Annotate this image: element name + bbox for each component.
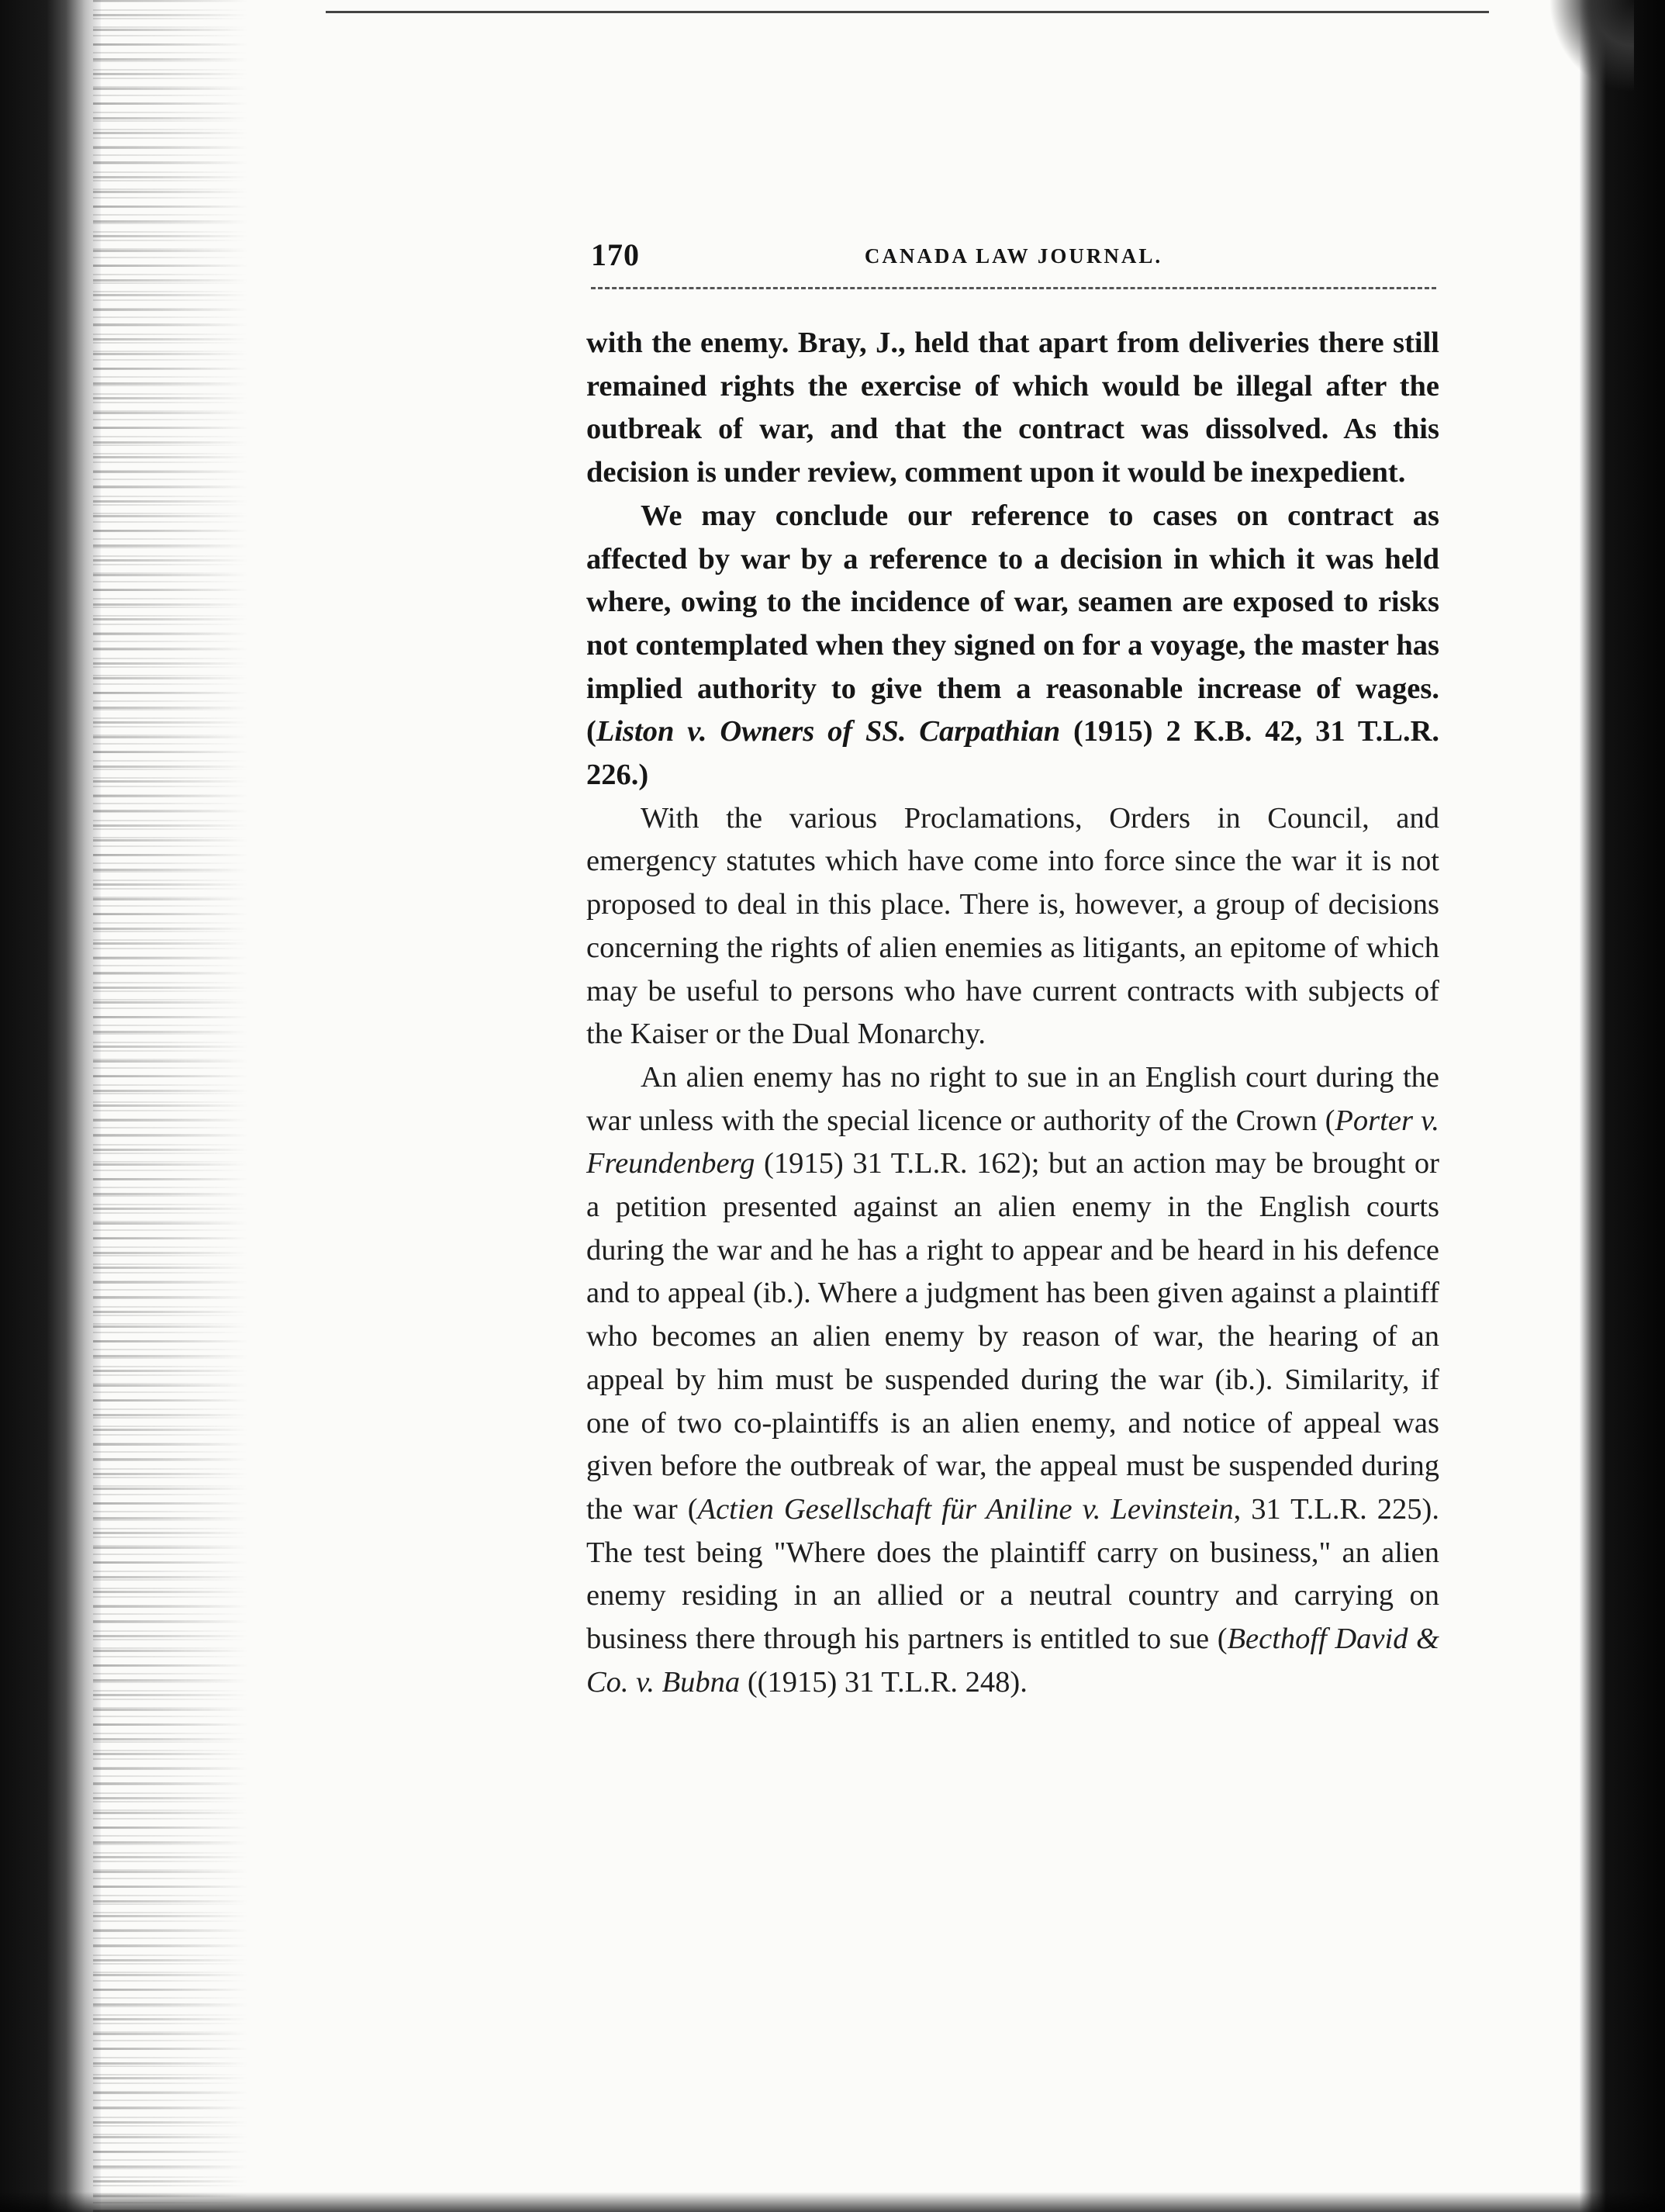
case-citation-bechoff: Becthoff David & Co. v. Bubna	[586, 1623, 1439, 1699]
paragraph-4-text-1: An alien enemy has no right to sue in an English court during the war unless with the special licence or authority of the Crown (	[586, 1060, 1439, 1137]
scan-bottom-edge	[0, 2192, 1665, 2212]
case-citation-liston: Liston v. Owners of SS. Carpathian	[596, 715, 1061, 748]
paragraph-1-text: with the enemy. Bray, J., held that apart from deliveries there still remained rights the exercise of which would be illegal after the outbreak of war, and that the contract was dissolved. As this decision is under review, comment upon it would be inexpedient.	[586, 327, 1439, 489]
case-citation-porter: Porter v. Freundenberg	[586, 1104, 1439, 1180]
paragraph-3-text: With the various Proclamations, Orders in Council, and emergency statutes which have come into force since the war it is not proposed to deal in this place. There is, however, a group of decisions concerning the rights of alien enemies as litigants, an epitome of which may be useful to persons who have current contracts with subjects of the Kaiser or the Dual Monarchy.	[586, 801, 1439, 1051]
paragraph-4	[586, 1056, 1439, 1705]
paragraph-4-text-3: , 31 T.L.R. 225). The test being "Where does the plaintiff carry on business," an alien enemy residing in an allied or a neutral country and carrying on business there through his partners is entitled to sue (	[586, 1492, 1439, 1656]
scan-top-line	[326, 11, 1489, 13]
paragraph-3	[586, 797, 1439, 1056]
paragraph-4-text-2: (1915) 31 T.L.R. 162); but an action may be brought or a petition presented against an alien enemy in the English courts during the war and he has a right to appear and be heard in his defence and to appeal (ib.). Where a judgment has been given against a plaintiff who becomes an alien enemy by reason of war, the hearing of an appeal by him must be suspended during the war (ib.). Similarity, if one of two co-plaintiffs is an alien enemy, and notice of appeal was given before the outbreak of war, the appeal must be suspended during the war (	[586, 1147, 1439, 1526]
header-rule	[591, 287, 1436, 289]
page-header	[591, 237, 1436, 283]
paragraph-1	[586, 322, 1439, 495]
scan-left-edge	[0, 0, 101, 2212]
page-body	[586, 322, 1439, 1705]
paragraph-2-text: We may conclude our reference to cases on contract as affected by war by a reference to a decision in which it was held where, owing to the incidence of war, seamen are exposed to risks not contemplated when they signed on for a voyage, the master has implied authority to give them a reasonable increase of wages. (	[586, 499, 1439, 748]
page-number: 170	[591, 237, 640, 272]
scan-right-edge	[1580, 0, 1665, 2212]
paragraph-2	[586, 495, 1439, 797]
case-citation-actien: Actien Gesellschaft für Aniline v. Levinstein	[697, 1492, 1234, 1526]
running-title: CANADA LAW JOURNAL.	[864, 244, 1163, 268]
paragraph-4-text-4: ((1915) 31 T.L.R. 248).	[740, 1665, 1028, 1699]
scan-corner-shadow	[1549, 0, 1634, 93]
scan-left-speckle	[93, 0, 248, 2212]
paragraph-2-reference: (1915) 2 K.B. 42, 31 T.L.R. 226.)	[586, 715, 1439, 792]
